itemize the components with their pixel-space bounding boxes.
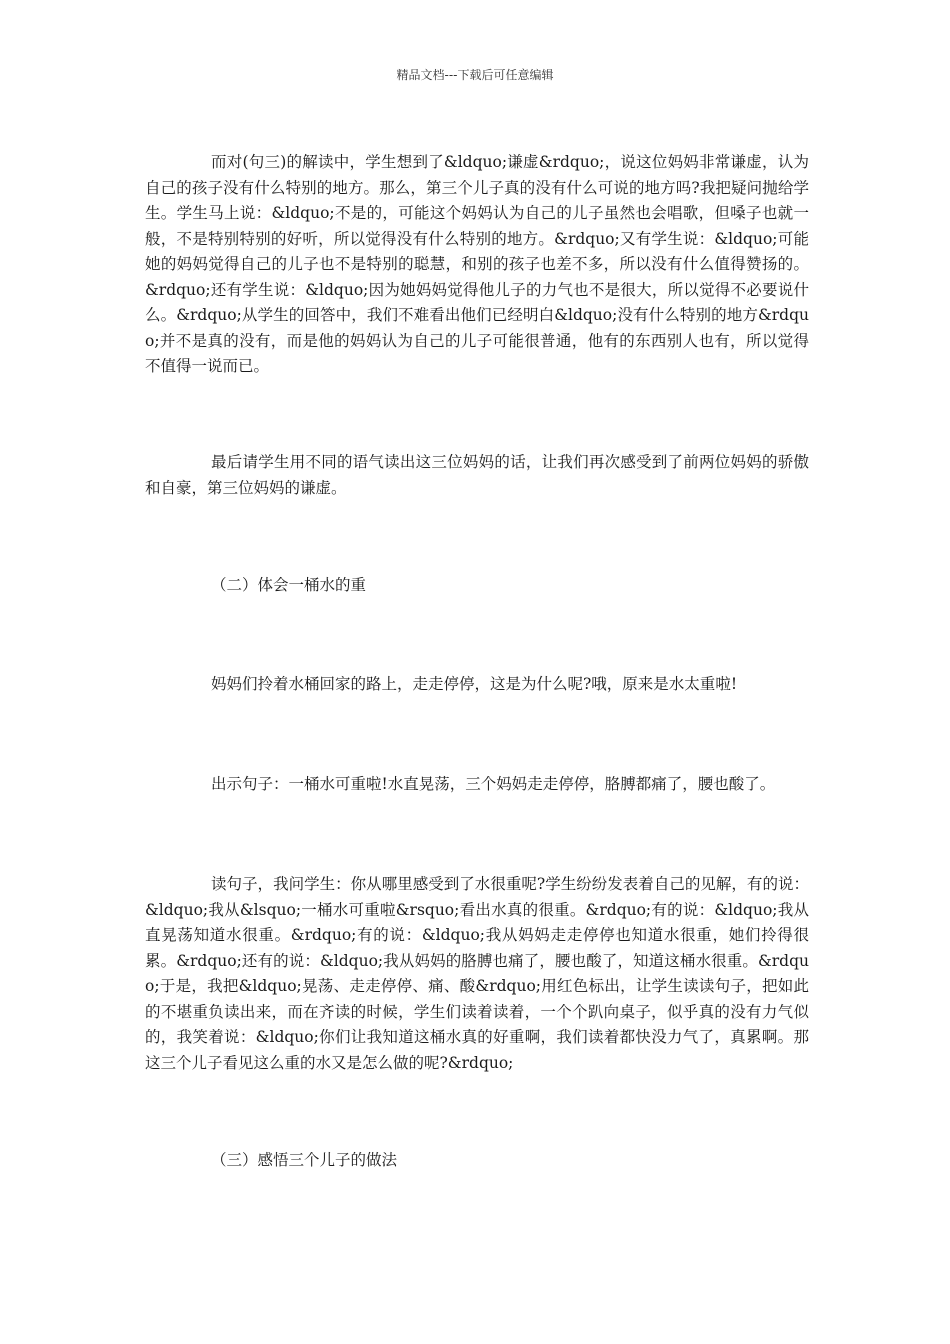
paragraph-reading-tone: 最后请学生用不同的语气读出这三位妈妈的话，让我们再次感受到了前两位妈妈的骄傲和自豪，第三位妈妈的谦虚。 xyxy=(145,453,809,497)
page-header: 精品文档---下载后可任意编辑 xyxy=(396,68,554,82)
paragraph-reading-sentence: 读句子，我问学生：你从哪里感受到了水很重呢?学生纷纷发表着自己的见解，有的说：&ldquo;我从&lsquo;一桶水可重啦&rsquo;看出水真的很重。&rdquo;有的说：&ldquo;我从直晃荡知道水很重。&rdquo;有的说：&ldquo;我从妈妈走走停停也知道水很重，她们拎得很累。&rdquo;还有的说：&ldquo;我从妈妈的胳膊也痛了，腰也酸了，知道这桶水很重。&rdquo;于是，我把&ldquo;晃荡、走走停停、痛、酸&rdquo;用红色标出，让学生读读句子，把如此的不堪重负读出来，而在齐读的时候，学生们读着读着，一个个趴向桌子，似乎真的没有力气似的，我笑着说：&ldquo;你们让我知道这桶水真的好重啊，我们读着都快没力气了，真累啊。那这三个儿子看见这么重的水又是怎么做的呢?&rdquo; xyxy=(145,875,809,1072)
section-heading-3: （三）感悟三个儿子的做法 xyxy=(211,1151,398,1169)
paragraph-water-heavy: 妈妈们拎着水桶回家的路上，走走停停，这是为什么呢?哦，原来是水太重啦! xyxy=(211,675,738,693)
paragraph-show-sentence: 出示句子：一桶水可重啦!水直晃荡，三个妈妈走走停停，胳膊都痛了，腰也酸了。 xyxy=(211,775,776,793)
section-heading-2: （二）体会一桶水的重 xyxy=(211,576,367,594)
paragraph-interpretation: 而对(句三)的解读中，学生想到了&ldquo;谦虚&rdquo;，说这位妈妈非常谦虚，认为自己的孩子没有什么特别的地方。那么，第三个儿子真的没有什么可说的地方吗?我把疑问抛给学生。学生马上说：&ldquo;不是的，可能这个妈妈认为自己的儿子虽然也会唱歌，但嗓子也就一般，不是特别特别的好听，所以觉得没有什么特别的地方。&rdquo;又有学生说：&ldquo;可能她的妈妈觉得自己的儿子也不是特别的聪慧，和别的孩子也差不多，所以没有什么值得赞扬的。&rdquo;还有学生说：&ldquo;因为她妈妈觉得他儿子的力气也不是很大，所以觉得不必要说什么。&rdquo;从学生的回答中，我们不难看出他们已经明白&ldquo;没有什么特别的地方&rdquo;并不是真的没有，而是他的妈妈认为自己的儿子可能很普通，他有的东西别人也有，所以觉得不值得一说而已。 xyxy=(145,153,809,375)
